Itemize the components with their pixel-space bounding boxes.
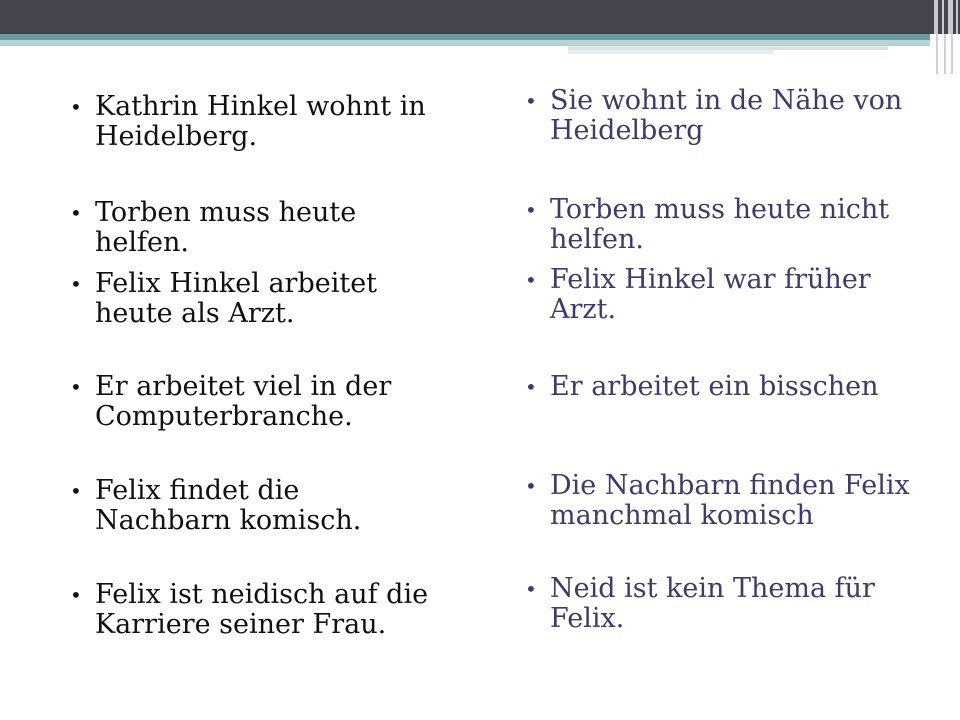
item-text: Felix findet die Nachbarn komisch. [95, 475, 362, 536]
item-text: Er arbeitet ein bisschen [550, 371, 879, 402]
corner-stripe [942, 0, 944, 34]
bullet: • [70, 95, 82, 119]
top-bar [0, 0, 960, 34]
bullet: • [70, 375, 82, 399]
list-item [70, 580, 430, 640]
list-item [525, 471, 945, 531]
item-text: Die Nachbarn finden Felix manchmal komisch [550, 470, 910, 531]
item-text: Sie wohnt in de Nähe von Heidelberg [550, 85, 903, 146]
corner-stripe [948, 0, 953, 34]
bullet: • [70, 583, 82, 607]
list-item [70, 92, 430, 152]
list-item [70, 198, 410, 258]
bullet: • [70, 272, 82, 296]
item-text: Felix Hinkel arbeitet heute als Arzt. [95, 268, 378, 329]
list-item [525, 86, 945, 146]
corner-stripe [934, 0, 938, 34]
list-item [525, 195, 945, 255]
list-item [525, 265, 925, 325]
item-text: Kathrin Hinkel wohnt in Heidelberg. [95, 91, 426, 152]
item-text: Felix ist neidisch auf die Karriere seiner Frau. [95, 579, 429, 640]
list-item [525, 574, 925, 634]
item-text: Torben muss heute helfen. [95, 197, 357, 258]
bullet: • [70, 479, 82, 503]
list-item [70, 372, 440, 432]
item-text: Torben muss heute nicht helfen. [550, 194, 890, 255]
bullet: • [525, 375, 537, 399]
corner-line [936, 34, 938, 74]
corner-line [951, 34, 953, 74]
bullet: • [525, 474, 537, 498]
list-item [70, 476, 400, 536]
item-text: Er arbeitet viel in der Computerbranche. [95, 371, 392, 432]
bullet: • [525, 577, 537, 601]
item-text: Felix Hinkel war früher Arzt. [550, 264, 871, 325]
corner-stripe [956, 0, 958, 34]
corner-line [944, 34, 946, 74]
bullet: • [525, 198, 537, 222]
highlight-line [568, 50, 774, 54]
bullet: • [70, 201, 82, 225]
item-text: Neid ist kein Thema für Felix. [550, 573, 875, 634]
bullet: • [525, 89, 537, 113]
list-item [70, 269, 430, 329]
bullet: • [525, 268, 537, 292]
list-item [525, 372, 945, 402]
